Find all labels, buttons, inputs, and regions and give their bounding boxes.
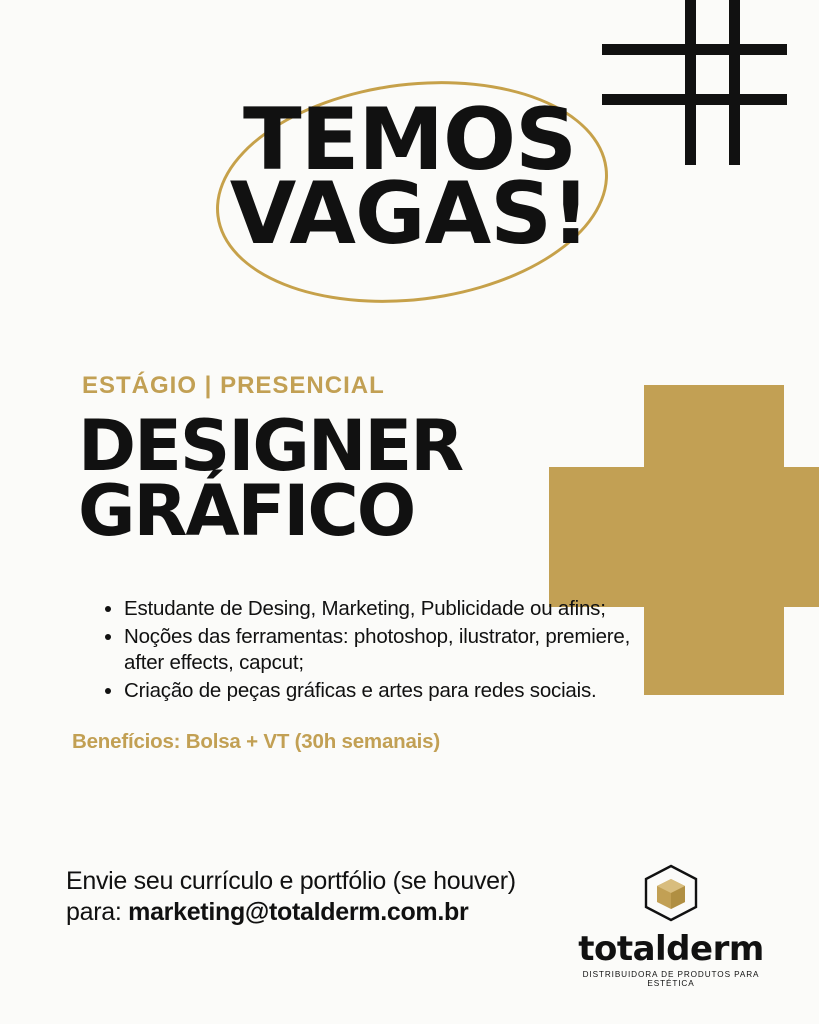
contact-email[interactable]: marketing@totalderm.com.br xyxy=(128,897,469,926)
logo-tagline: DISTRIBUIDORA DE PRODUTOS PARA ESTÉTICA xyxy=(582,970,760,988)
contact-email-prefix: para: xyxy=(66,897,129,926)
job-kicker: ESTÁGIO | PRESENCIAL xyxy=(82,372,385,399)
job-title-line-2: GRÁFICO xyxy=(78,470,415,553)
headline-line-1: TEMOS xyxy=(242,90,577,190)
company-logo xyxy=(571,862,771,988)
benefits-text: Benefícios: Bolsa + VT (30h semanais) xyxy=(72,730,440,754)
job-title xyxy=(78,405,638,553)
cube-logo-icon xyxy=(640,862,702,924)
logo-wordmark: totalderm xyxy=(578,929,764,969)
list-item: • Criação de peças gráficas e artes para redes sociais. xyxy=(124,678,638,704)
requirements-list xyxy=(100,596,638,704)
job-details xyxy=(72,372,638,754)
contact-footer xyxy=(66,866,626,927)
contact-instruction: Envie seu currículo e portfólio (se houver) xyxy=(66,867,516,895)
job-title-line-1: DESIGNER xyxy=(78,405,463,487)
headline-line-2: VAGAS! xyxy=(229,163,590,264)
list-item: • Noções das ferramentas: photoshop, ilustrator, premiere, after effects, capcut; xyxy=(124,624,638,676)
poster-headline xyxy=(0,90,819,264)
contact-email-line xyxy=(66,897,626,928)
list-item: • Estudante de Desing, Marketing, Publicidade ou afins; xyxy=(124,596,638,622)
